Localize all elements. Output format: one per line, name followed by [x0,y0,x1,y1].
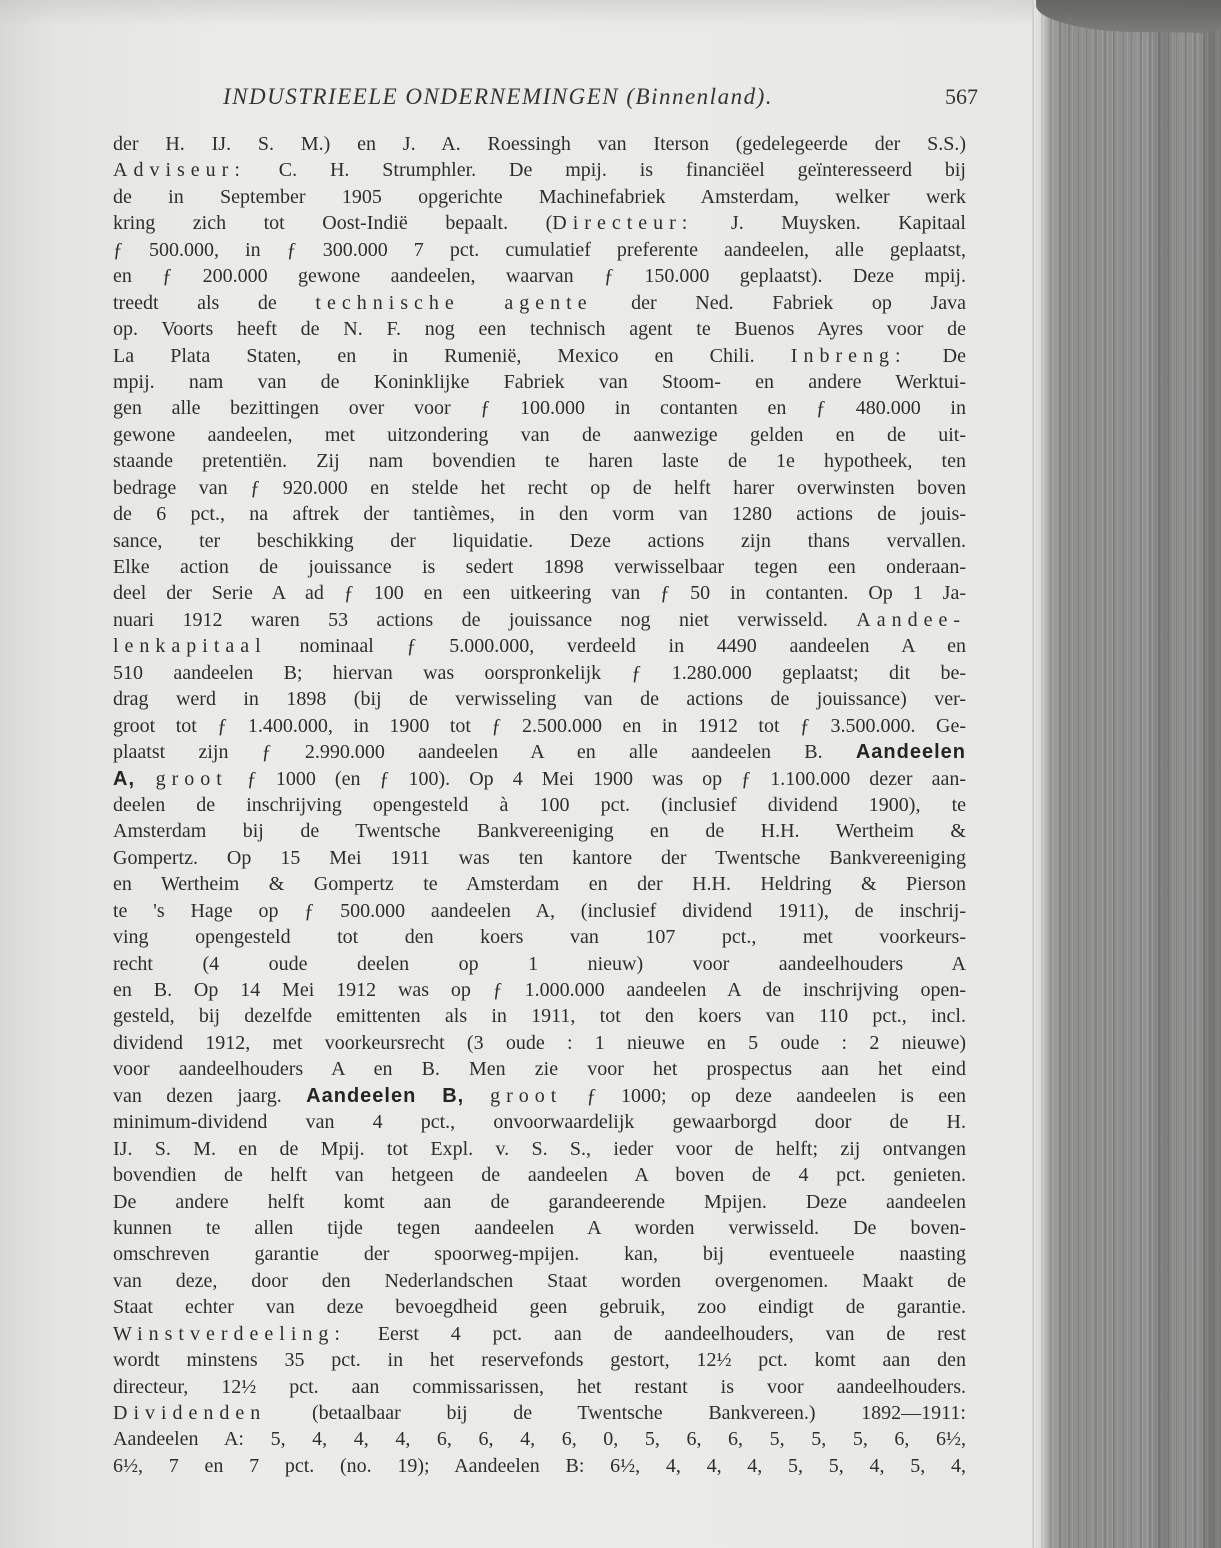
spaced-text-segment: Inbreng: [790,344,907,367]
text-line [113,898,966,924]
spaced-text-segment: Directeur: [552,212,694,235]
text-segment: deelen de inschrijving opengesteld à 100 pct. (inclusief dividend 1900), te [113,793,966,816]
text-segment: der H. IJ. S. M.) en J. A. Roessingh van Iterson (gedelegeerde der S.S.) [113,133,966,155]
text-line [113,1400,966,1426]
text-line [113,766,966,792]
text-line [113,395,966,421]
text-line [113,818,966,844]
text-segment: Aandeelen A: 5, 4, 4, 4, 6, 6, 4, 6, 0, 5, 6, 6, 5, 5, 5, 6, 6½, [113,1428,966,1451]
text-segment: Elke action de jouissance is sedert 1898 verwisselbaar tegen een onderaan- [113,556,966,578]
bold-text-segment: Aandeelen B, [306,1084,491,1107]
text-line [113,1056,966,1082]
text-line [113,1453,966,1479]
text-segment: kunnen te allen tijde tegen aandeelen A worden verwisseld. De boven- [113,1216,966,1239]
text-line [113,1321,966,1347]
spaced-text-segment: Dividenden [113,1402,267,1424]
text-segment: C. H. Strumphler. De mpij. is financiëel geïnteresseerd bij [245,159,966,182]
text-segment: deel der Serie A ad ƒ 100 en een uitkeering van ƒ 50 in contanten. Op 1 Ja- [113,582,966,605]
text-line [113,131,966,157]
book-top-edge [1036,0,1221,33]
text-segment: de in September 1905 opgerichte Machinefabriek Amsterdam, welker werk [113,185,966,208]
spaced-text-segment: lenkapitaal [113,635,267,658]
text-line [113,924,966,950]
spaced-text-segment: Winstverdeeling: [113,1322,346,1345]
text-line [113,1109,966,1135]
spaced-text-segment: Adviseur: [113,159,246,182]
text-line [113,475,966,501]
text-segment: wordt minstens 35 pct. in het reservefonds gestort, 12½ pct. komt aan den [113,1349,966,1372]
book-fore-edge [1032,0,1221,1548]
text-line [113,1426,966,1452]
text-segment: De [906,344,966,367]
text-segment: ƒ 1000; op deze aandeelen is een [562,1084,966,1107]
text-segment: gen alle bezittingen over voor ƒ 100.000 in contanten en ƒ 480.000 in [113,397,966,420]
text-line [113,1241,966,1267]
text-line [113,607,966,633]
text-segment: Eerst 4 pct. aan de aandeelhouders, van de rest [345,1322,966,1345]
text-segment: Gompertz. Op 15 Mei 1911 was ten kantore der Twentsche Bankvereeniging [113,846,966,869]
text-line [113,1294,966,1320]
text-segment: van dezen jaarg. [113,1084,307,1107]
text-segment: en Wertheim & Gompertz te Amsterdam en der H.H. Heldring & Pierson [113,873,966,896]
text-line [113,263,966,289]
text-segment: kring zich tot Oost-Indië bepaalt. ( [113,212,553,235]
text-line [113,1215,966,1241]
text-line [113,343,966,369]
text-line [113,290,966,316]
text-line [113,845,966,871]
text-line [113,1083,966,1109]
text-line [113,501,966,527]
text-segment: ƒ 1000 (en ƒ 100). Op 4 Mei 1900 was op ƒ 1.100.000 dezer aan- [227,767,966,790]
text-segment: minimum-dividend van 4 pct., onvoorwaardelijk gewaarborgd door de H. [113,1111,966,1134]
text-segment: nuari 1912 waren 53 actions de jouissance nog niet verwisseld. [113,608,857,631]
text-segment: de 6 pct., na aftrek der tantièmes, in den vorm van 1280 actions de jouis- [113,503,966,526]
text-segment: bovendien de helft van hetgeen de aandeelen A boven de 4 pct. genieten. [113,1164,966,1187]
text-line [113,660,966,686]
text-line [113,1347,966,1373]
text-segment: drag werd in 1898 (bij de verwisseling van de actions de jouissance) ver- [113,688,966,711]
text-line [113,951,966,977]
spaced-text-segment: technische agente [315,291,593,314]
text-line [113,633,966,659]
text-segment: (betaalbaar bij de Twentsche Bankvereen.) 1892—1911: [266,1402,966,1424]
text-segment: omschreven garantie der spoorweg-mpijen. kan, bij eventueele naasting [113,1243,966,1266]
text-segment: sance, ter beschikking der liquidatie. Deze actions zijn thans vervallen. [113,529,966,552]
text-line [113,210,966,236]
text-segment: te 's Hage op ƒ 500.000 aandeelen A, (inclusief dividend 1911), de inschrij- [113,899,966,922]
spaced-text-segment: Aandee- [856,608,966,631]
text-segment: voor aandeelhouders A en B. Men zie voor het prospectus aan het eind [113,1058,966,1081]
text-segment: Amsterdam bij de Twentsche Bankvereeniging en de H.H. Wertheim & [113,820,966,843]
fore-edge-shading [1198,0,1221,1548]
text-segment: ving opengesteld tot den koers van 107 pct., met voorkeurs- [113,926,966,949]
text-segment: recht (4 oude deelen op 1 nieuw) voor aandeelhouders A [113,952,966,975]
text-segment: 6½, 7 en 7 pct. (no. 19); Aandeelen B: 6½, 4, 4, 4, 5, 5, 4, 5, 4, [113,1454,966,1477]
text-segment: J. Muysken. Kapitaal [693,212,966,235]
text-line [113,792,966,818]
text-segment: IJ. S. M. en de Mpij. tot Expl. v. S. S., ieder voor de helft; zij ontvangen [113,1137,966,1160]
text-segment: dividend 1912, met voorkeursrecht (3 oude : 1 nieuwe en 5 oude : 2 nieuwe) [113,1031,966,1054]
text-segment: La Plata Staten, en in Rumenië, Mexico en Chili. [113,344,791,367]
text-segment: 510 aandeelen B; hiervan was oorspronkelijk ƒ 1.280.000 geplaatst; dit be- [113,661,966,684]
fore-edge-shading [1150,0,1176,1548]
text-line [113,369,966,395]
text-line [113,1030,966,1056]
text-line [113,686,966,712]
text-line [113,157,966,183]
page-number: 567 [945,84,978,109]
text-line [113,977,966,1003]
text-line [113,580,966,606]
text-segment: van deze, door den Nederlandschen Staat worden overgenomen. Maakt de [113,1269,966,1292]
running-header-title: INDUSTRIEELE ONDERNEMINGEN (Binnenland). [223,84,773,109]
text-segment: gewone aandeelen, met uitzondering van de aanwezige gelden en de uit- [113,423,966,446]
text-segment: mpij. nam van de Koninklijke Fabriek van Stoom- en andere Werktui- [113,370,966,393]
text-segment: en B. Op 14 Mei 1912 was op ƒ 1.000.000 aandeelen A de inschrijving open- [113,979,966,1001]
text-segment: gesteld, bij dezelfde emittenten als in 1911, tot den koers van 110 pct., incl. [113,1005,966,1028]
text-segment: ƒ 500.000, in ƒ 300.000 7 pct. cumulatief preferente aandeelen, alle geplaatst, [113,238,966,261]
text-line [113,739,966,765]
text-line [113,554,966,580]
text-line [113,528,966,554]
text-segment: treedt als de [113,291,316,314]
text-segment: en ƒ 200.000 gewone aandeelen, waarvan ƒ 150.000 geplaatst). Deze mpij. [113,265,966,288]
text-line [113,184,966,210]
text-line [113,237,966,263]
text-segment: der Ned. Fabriek op Java [592,291,967,314]
text-segment: plaatst zijn ƒ 2.990.000 aandeelen A en alle aandeelen B. [113,741,856,764]
text-segment: nominaal ƒ 5.000.000, verdeeld in 4490 aandeelen A en [266,635,966,658]
text-line [113,871,966,897]
text-segment: De andere helft komt aan de garandeerende Mpijen. Deze aandeelen [113,1190,966,1213]
text-line [113,1374,966,1400]
text-segment: staande pretentiën. Zij nam bovendien te haren laste de 1e hypotheek, ten [113,450,966,473]
bold-text-segment: A, [113,767,156,790]
spaced-text-segment: groot [155,767,228,790]
text-line [113,713,966,739]
text-line [113,316,966,342]
text-line [113,448,966,474]
text-segment: op. Voorts heeft de N. F. nog een technisch agent te Buenos Ayres voor de [113,318,966,341]
body-text [113,131,966,1479]
text-segment: bedrage van ƒ 920.000 en stelde het recht op de helft harer overwinsten boven [113,476,966,499]
spaced-text-segment: groot [490,1084,563,1107]
text-segment: Staat echter van deze bevoegdheid geen gebruik, zoo eindigt de garantie. [113,1296,966,1319]
text-line [113,1189,966,1215]
text-line [113,1136,966,1162]
bold-text-segment: Aandeelen [855,741,966,764]
text-segment: groot tot ƒ 1.400.000, in 1900 tot ƒ 2.500.000 en in 1912 tot ƒ 3.500.000. Ge- [113,714,966,737]
text-line [113,1162,966,1188]
text-line [113,1268,966,1294]
text-segment: directeur, 12½ pct. aan commissarissen, het restant is voor aandeelhouders. [113,1375,966,1398]
text-line [113,422,966,448]
text-line [113,1003,966,1029]
